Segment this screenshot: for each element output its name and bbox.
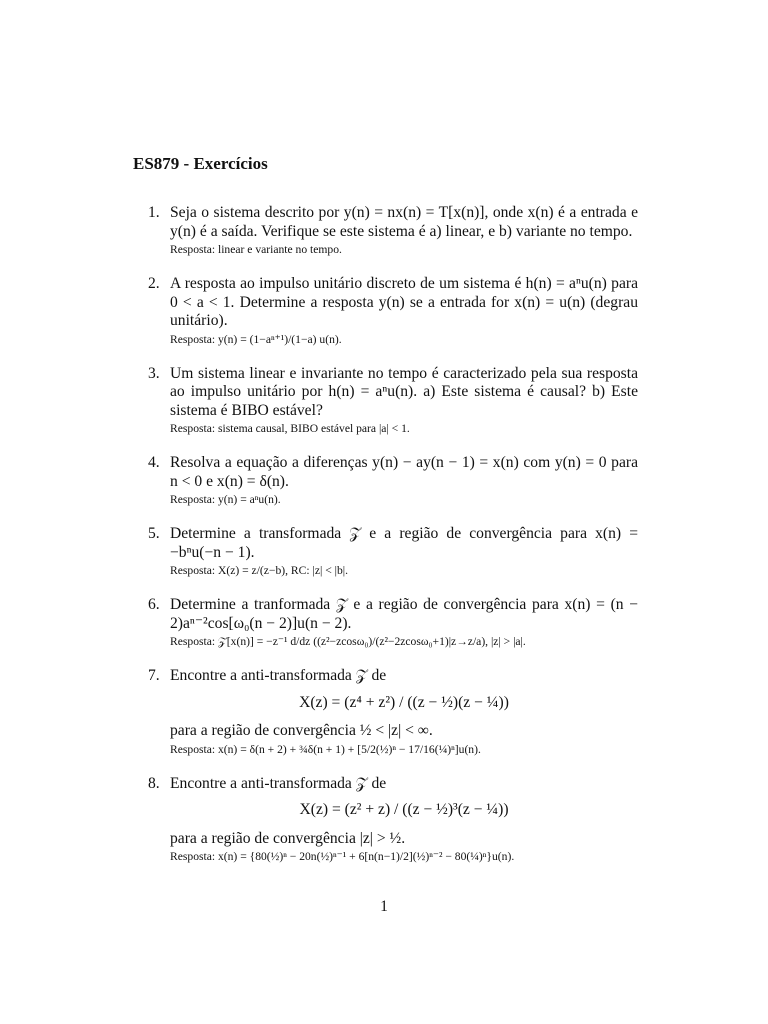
exercise-number: 1. [148, 204, 160, 221]
exercise-answer: Resposta: sistema causal, BIBO estável para |a| < 1. [170, 422, 410, 435]
exercise-7 [148, 667, 638, 757]
convergence-region-text: para a região de convergência ½ < |z| < ∞. [170, 722, 433, 739]
document-title: ES879 - Exercícios [133, 154, 268, 173]
exercise-answer: Resposta: y(n) = (1−aⁿ⁺¹)/(1−a) u(n). [170, 332, 342, 346]
exercise-statement: Seja o sistema descrito por y(n) = nx(n) = T[x(n)], onde x(n) é a entrada e y(n) é a saída. Verifique se este sistema é a) linear, e b) variante no tempo. [170, 204, 638, 240]
exercise-statement: A resposta ao impulso unitário discreto de um sistema é h(n) = aⁿu(n) para 0 < a < 1. Determine a resposta y(n) se a entrada for x(n) = u(n) (degrau unitário). [170, 275, 638, 329]
exercise-6 [148, 596, 638, 649]
exercise-statement: Encontre a anti-transformada 𝒵 de [170, 774, 387, 792]
page-number: 1 [380, 898, 388, 915]
exercise-statement: Determine a tranformada 𝒵 e a região de convergência para x(n) = (n − 2)aⁿ⁻²cos[ω₀(n − 2)]u(n − 2). [170, 596, 638, 632]
exercise-number: 5. [148, 525, 160, 542]
exercise-statement: Um sistema linear e invariante no tempo é caracterizado pela sua resposta ao impulso unitário por h(n) = aⁿu(n). a) Este sistema é causal? b) Este sistema é BIBO estável? [170, 364, 638, 419]
exercise-answer: Resposta: x(n) = δ(n + 2) + ¾δ(n + 1) + [5/2(½)ⁿ − 17/16(¼)ⁿ]u(n). [170, 742, 481, 756]
exercise-number: 4. [148, 454, 160, 471]
exercise-answer: Resposta: 𝒵[x(n)] = −z⁻¹ d/dz ((z²−zcosω₀)/(z²−2zcosω₀+1)|z→z/a), |z| > |a|. [170, 635, 526, 648]
exercise-4 [148, 454, 638, 507]
exercise-3 [148, 365, 638, 437]
exercise-2 [148, 275, 638, 347]
exercise-statement: Encontre a anti-transformada 𝒵 de [170, 667, 387, 684]
exercise-number: 3. [148, 364, 160, 382]
exercise-number: 2. [148, 275, 160, 292]
convergence-region-text: para a região de convergência |z| > ½. [170, 829, 406, 847]
exercise-1 [148, 204, 638, 257]
display-formula: X(z) = (z⁴ + z²) / ((z − ½)(z − ¼)) [299, 693, 509, 711]
exercise-5 [148, 525, 638, 578]
exercise-answer: Resposta: y(n) = aⁿu(n). [170, 493, 281, 506]
exercise-answer: Resposta: x(n) = {80(½)ⁿ − 20n(½)ⁿ⁻¹ + 6[n(n−1)/2](½)ⁿ⁻² − 80(¼)ⁿ}u(n). [170, 850, 515, 863]
exercise-answer: Resposta: X(z) = z/(z−b), RC: |z| < |b|. [170, 564, 348, 577]
exercise-statement: Resolva a equação a diferenças y(n) − ay(n − 1) = x(n) com y(n) = 0 para n < 0 e x(n) = δ(n). [170, 454, 638, 490]
exercise-answer: Resposta: linear e variante no tempo. [170, 243, 342, 256]
exercise-number: 7. [148, 667, 160, 684]
exercise-list [148, 204, 638, 882]
exercise-statement: Determine a transformada 𝒵 e a região de convergência para x(n) = −bⁿu(−n − 1). [170, 525, 638, 561]
display-formula: X(z) = (z² + z) / ((z − ½)³(z − ¼)) [299, 801, 509, 818]
exercise-8 [148, 775, 638, 865]
exercise-number: 8. [148, 774, 160, 792]
exercise-number: 6. [148, 596, 160, 613]
